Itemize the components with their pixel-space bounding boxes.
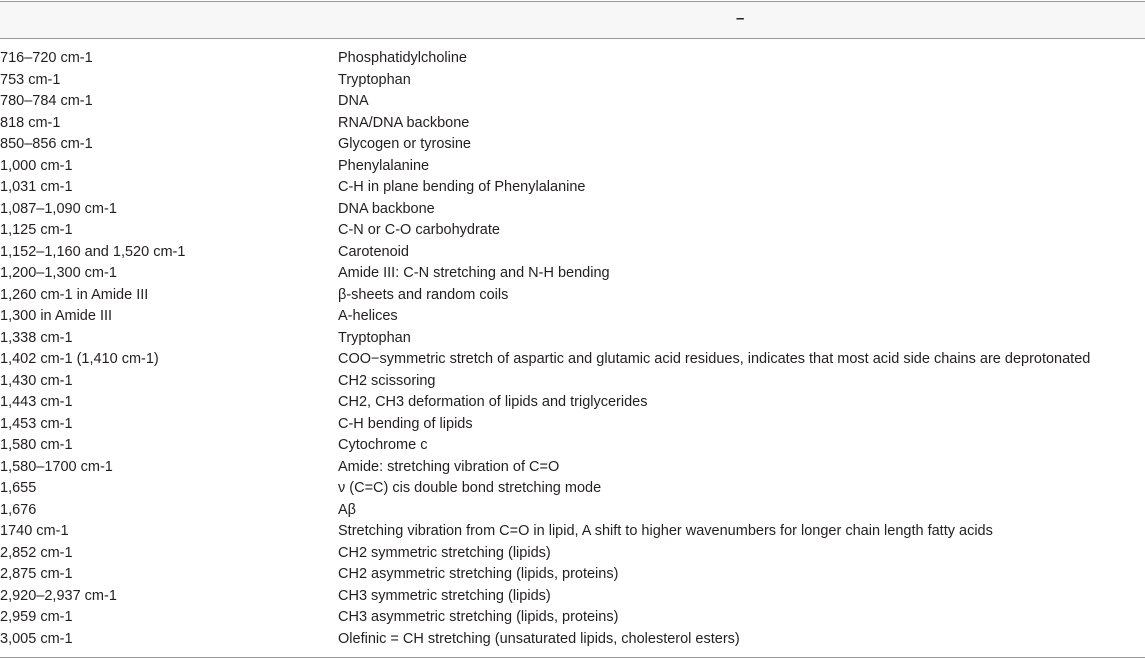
wavenumber-cell: 1,443 cm-1 — [0, 394, 73, 410]
wavenumber-cell: 1,453 cm-1 — [0, 415, 73, 432]
table-row — [0, 543, 1145, 565]
table-row — [0, 349, 1145, 371]
table-row — [0, 392, 1145, 414]
assignment-cell: Phosphatidylcholine — [338, 50, 467, 66]
table-row — [0, 564, 1145, 586]
wavenumber-cell: 1,300 in Amide III — [0, 308, 113, 324]
table-row — [0, 113, 1145, 135]
wavenumber-cell: 2,959 cm-1 — [0, 609, 73, 625]
table-row — [0, 70, 1145, 92]
wavenumber-cell: 780–784 cm-1 — [0, 93, 93, 109]
wavenumber-cell: 2,920–2,937 cm-1 — [0, 587, 117, 604]
assignment-cell: Amide: stretching vibration of C=O — [338, 458, 560, 475]
wavenumber-cell: 1,338 cm-1 — [0, 329, 73, 346]
table-row — [0, 48, 1145, 70]
assignment-cell: CH3 asymmetric stretching (lipids, proteins) — [338, 609, 619, 625]
assignment-cell: CH2, CH3 deformation of lipids and triglycerides — [338, 394, 648, 410]
table-row — [0, 134, 1145, 156]
assignment-cell: COO−symmetric stretch of aspartic and glutamic acid residues, indicates that most acid side chains are deprotonated — [338, 351, 1091, 367]
assignment-cell: Olefinic = CH stretching (unsaturated lipids, cholesterol esters) — [338, 630, 740, 647]
wavenumber-cell: 1,000 cm-1 — [0, 157, 73, 174]
assignment-cell: β-sheets and random coils — [338, 286, 509, 303]
assignment-cell: C-H bending of lipids — [338, 415, 473, 432]
table-row — [0, 156, 1145, 178]
assignment-cell: DNA backbone — [338, 200, 435, 217]
wavenumber-cell: 1,676 — [0, 501, 37, 518]
assignment-cell: Aβ — [338, 501, 357, 518]
table-row — [0, 91, 1145, 113]
table-body — [0, 48, 1145, 650]
wavenumber-cell: 1,430 cm-1 — [0, 372, 73, 389]
assignment-cell: CH2 symmetric stretching (lipids) — [338, 544, 551, 561]
table-bottom-rule — [0, 657, 1145, 658]
wavenumber-cell: 753 cm-1 — [0, 71, 61, 88]
table-row — [0, 478, 1145, 500]
table-row — [0, 263, 1145, 285]
assignment-cell: RNA/DNA backbone — [338, 114, 470, 131]
wavenumber-cell: 3,005 cm-1 — [0, 630, 73, 647]
wavenumber-cell: 1,655 — [0, 480, 37, 496]
table-row — [0, 371, 1145, 393]
wavenumber-cell: 1,200–1,300 cm-1 — [0, 265, 117, 281]
wavenumber-cell: 1740 cm-1 — [0, 523, 69, 539]
assignment-cell: Carotenoid — [338, 243, 409, 260]
table-row — [0, 285, 1145, 307]
assignment-cell: DNA — [338, 93, 369, 109]
wavenumber-cell: 1,402 cm-1 (1,410 cm-1) — [0, 351, 159, 367]
wavenumber-cell: 818 cm-1 — [0, 114, 61, 131]
wavenumber-cell: 2,852 cm-1 — [0, 544, 73, 561]
wavenumber-cell: 1,152–1,160 and 1,520 cm-1 — [0, 243, 186, 260]
wavenumber-cell: 1,087–1,090 cm-1 — [0, 200, 117, 217]
assignment-cell: Tryptophan — [338, 329, 411, 346]
assignment-cell: Glycogen or tyrosine — [338, 136, 471, 152]
table-row — [0, 177, 1145, 199]
assignment-cell: Stretching vibration from C=O in lipid, A shift to higher wavenumbers for longer chain length fatty acids — [338, 523, 993, 539]
assignment-cell: Cytochrome c — [338, 437, 428, 453]
wavenumber-cell: 850–856 cm-1 — [0, 136, 93, 152]
table-row — [0, 521, 1145, 543]
wavenumber-cell: 1,580–1700 cm-1 — [0, 458, 113, 475]
table-header-row — [0, 2, 1145, 38]
assignment-cell: ν (C=C) cis double bond stretching mode — [338, 480, 602, 496]
table-row — [0, 199, 1145, 221]
wavenumber-cell: 1,031 cm-1 — [0, 179, 73, 195]
wavenumber-cell: 1,125 cm-1 — [0, 222, 73, 238]
wavenumber-cell: 1,260 cm-1 in Amide III — [0, 286, 149, 303]
assignment-cell: C-N or C-O carbohydrate — [338, 222, 500, 238]
table-row — [0, 414, 1145, 436]
table-row — [0, 500, 1145, 522]
wavenumber-cell: 2,875 cm-1 — [0, 566, 73, 582]
assignment-cell: Tryptophan — [338, 71, 411, 88]
table-row — [0, 607, 1145, 629]
assignment-cell: CH2 asymmetric stretching (lipids, proteins) — [338, 566, 619, 582]
table-row — [0, 220, 1145, 242]
table-header-rule — [0, 38, 1145, 39]
table-row — [0, 457, 1145, 479]
assignment-cell: C-H in plane bending of Phenylalanine — [338, 179, 586, 195]
assignment-cell: A-helices — [338, 308, 398, 324]
table-row — [0, 242, 1145, 264]
table-row — [0, 435, 1145, 457]
wavenumber-cell: 716–720 cm-1 — [0, 50, 93, 66]
assignment-cell: Phenylalanine — [338, 157, 430, 174]
assignment-cell: CH3 symmetric stretching (lipids) — [338, 587, 551, 604]
header-assignment-cell: – — [736, 10, 745, 27]
table-row — [0, 306, 1145, 328]
table-row — [0, 328, 1145, 350]
table-row — [0, 629, 1145, 651]
wavenumber-cell: 1,580 cm-1 — [0, 437, 73, 453]
table-row — [0, 586, 1145, 608]
assignment-cell: CH2 scissoring — [338, 372, 436, 389]
assignment-cell: Amide III: C-N stretching and N-H bending — [338, 265, 610, 281]
